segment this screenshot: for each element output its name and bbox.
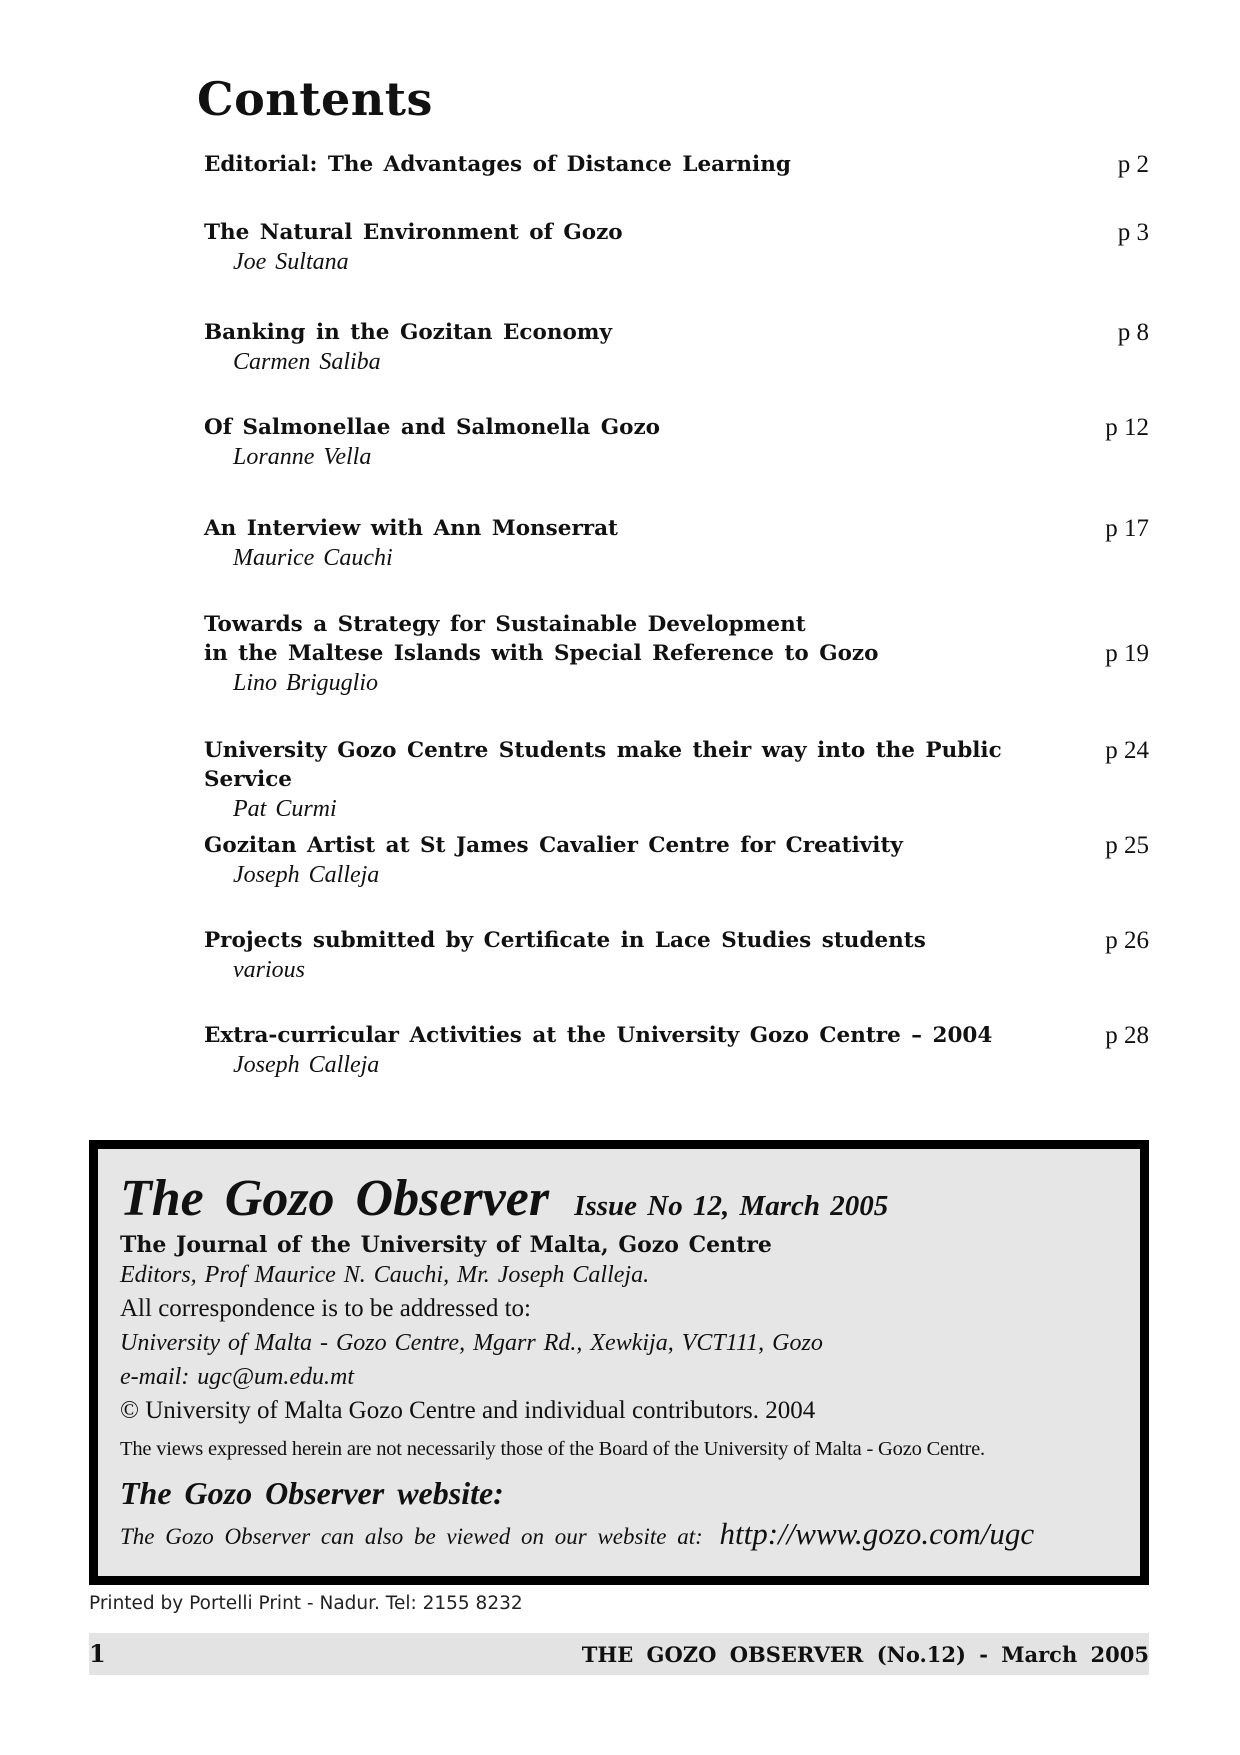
toc-author: Joseph Calleja [233, 862, 380, 888]
masthead-title-row [120, 1169, 1140, 1228]
toc-entry [204, 1021, 1149, 1081]
toc-article-title: Gozitan Artist at St James Cavalier Centre for Creativity [204, 833, 903, 858]
toc-page-number: p 8 [1117, 319, 1149, 346]
website-line [120, 1516, 1140, 1552]
toc-page-number: p 28 [1105, 1022, 1149, 1049]
website-heading: The Gozo Observer website: [120, 1475, 504, 1511]
toc-entry [204, 926, 1149, 986]
copyright-line: © University of Malta Gozo Centre and individual contributors. 2004 [120, 1397, 816, 1424]
toc-article-title: University Gozo Centre Students make their way into the Public Service [204, 738, 1002, 792]
toc-author: Joseph Calleja [233, 1052, 380, 1078]
toc-page-number: p 25 [1105, 832, 1149, 859]
toc-article-title: Projects submitted by Certificate in Lace Studies students [204, 928, 926, 953]
toc-page-number: p 24 [1105, 737, 1149, 764]
toc-entry [204, 831, 1149, 891]
toc-page-number: p 3 [1117, 219, 1149, 246]
toc-article-title: The Natural Environment of Gozo [204, 220, 623, 245]
toc-author: Joe Sultana [233, 249, 349, 275]
toc-entry [204, 514, 1149, 574]
toc-article-title: Of Salmonellae and Salmonella Gozo [204, 415, 661, 440]
toc-author: various [233, 957, 305, 983]
issue-info: Issue No 12, March 2005 [574, 1190, 889, 1222]
toc-entry [204, 318, 1149, 378]
contents-heading: Contents [197, 72, 433, 126]
toc-author: Maurice Cauchi [233, 545, 393, 571]
email-address: e-mail: ugc@um.edu.mt [120, 1364, 355, 1390]
toc-author: Pat Curmi [233, 796, 337, 822]
toc-author: Loranne Vella [233, 444, 372, 470]
toc-page-number: p 19 [1105, 640, 1149, 667]
toc-entry [204, 150, 1149, 179]
toc-article-title: An Interview with Ann Monserrat [204, 516, 618, 541]
toc-article-title: Banking in the Gozitan Economy [204, 320, 613, 345]
toc-entry [204, 218, 1149, 278]
masthead-box [89, 1140, 1149, 1585]
footer-publication: THE GOZO OBSERVER (No.12) - March 2005 [581, 1642, 1149, 1667]
page-footer [89, 1633, 1149, 1675]
page-number: 1 [89, 1639, 106, 1668]
website-text: The Gozo Observer can also be viewed on our website at: [120, 1524, 703, 1549]
correspondence-line: All correspondence is to be addressed to: [120, 1295, 531, 1322]
disclaimer-line: The views expressed herein are not necessarily those of the Board of the University of Malta - Gozo Centre. [120, 1438, 985, 1460]
toc-article-title: Editorial: The Advantages of Distance Learning [204, 152, 791, 177]
journal-subtitle: The Journal of the University of Malta, Gozo Centre [120, 1232, 772, 1258]
toc-author: Carmen Saliba [233, 349, 381, 375]
toc-article-title: Towards a Strategy for Sustainable Development in the Maltese Islands with Special Reference to Gozo [204, 612, 879, 666]
toc-entry [204, 413, 1149, 473]
journal-title: The Gozo Observer [120, 1170, 550, 1227]
toc-author: Lino Briguglio [233, 670, 379, 696]
website-url[interactable]: http://www.gozo.com/ugc [719, 1516, 1035, 1551]
postal-address: University of Malta - Gozo Centre, Mgarr Rd., Xewkija, VCT111, Gozo [120, 1330, 823, 1356]
editors-line: Editors, Prof Maurice N. Cauchi, Mr. Joseph Calleja. [120, 1262, 650, 1288]
toc-entry [204, 610, 1149, 699]
toc-page-number: p 12 [1105, 414, 1149, 441]
toc-entry [204, 736, 1149, 825]
printer-credit: Printed by Portelli Print - Nadur. Tel: 2155 8232 [89, 1593, 523, 1614]
toc-page-number: p 26 [1105, 927, 1149, 954]
toc-page-number: p 2 [1117, 151, 1149, 178]
toc-article-title: Extra-curricular Activities at the University Gozo Centre – 2004 [204, 1023, 993, 1048]
toc-page-number: p 17 [1105, 515, 1149, 542]
